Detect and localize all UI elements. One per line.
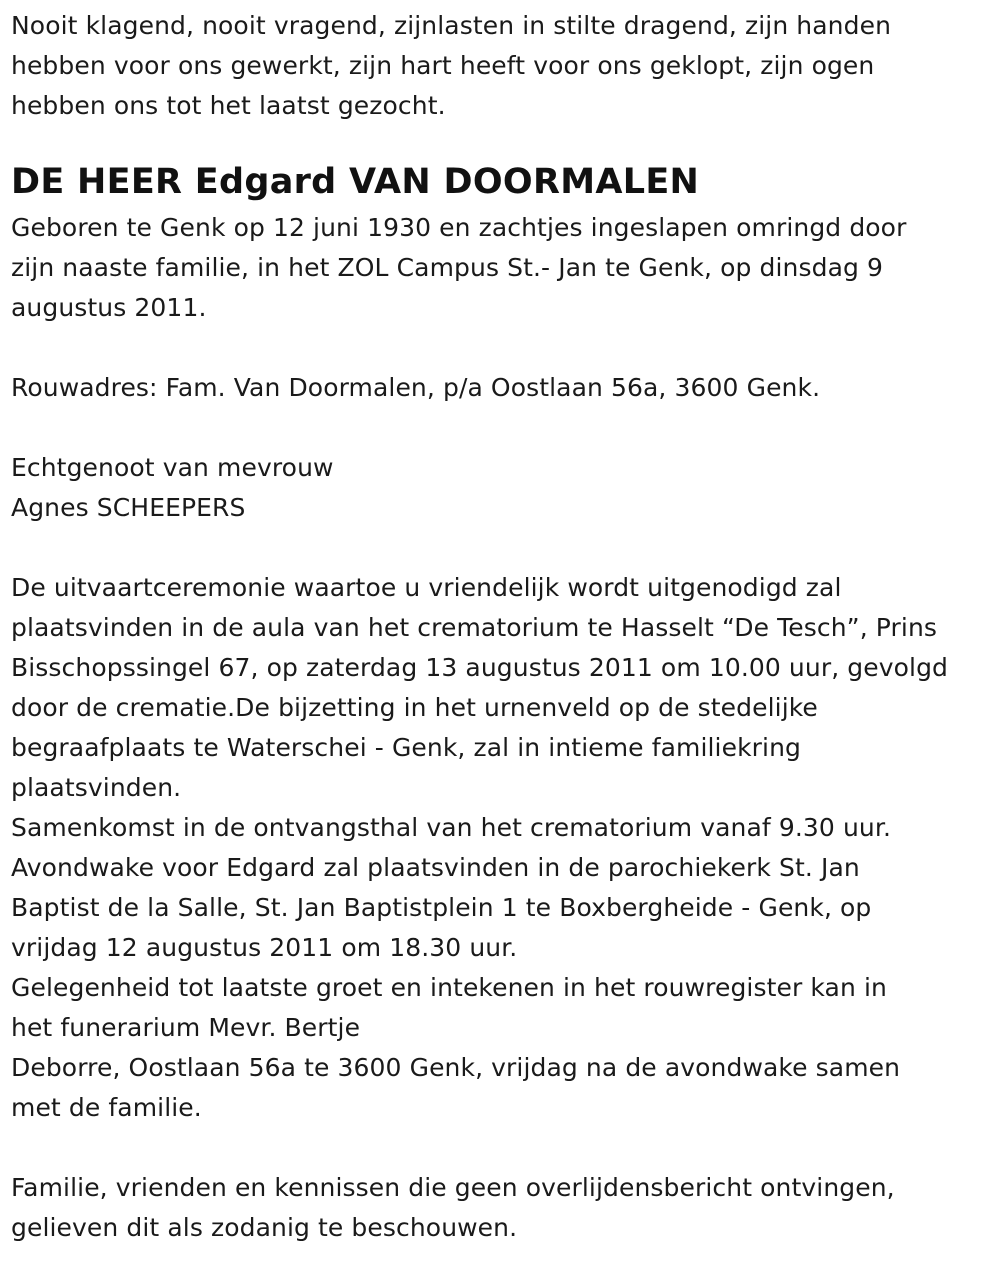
poem-line: hebben voor ons gewerkt, zijn hart heeft voor ons geklopt, zijn ogen: [11, 51, 875, 80]
closing-block: [11, 1168, 1000, 1248]
ceremony-line: Gelegenheid tot laatste groet en intekenen in het rouwregister kan in: [11, 973, 887, 1002]
spouse-name: Agnes SCHEEPERS: [11, 493, 246, 522]
birth-line: augustus 2011.: [11, 293, 207, 322]
ceremony-block: [11, 568, 1000, 1128]
ceremony-line: Samenkomst in de ontvangsthal van het crematorium vanaf 9.30 uur.: [11, 813, 891, 842]
ceremony-line: begraafplaats te Waterschei - Genk, zal in intieme familiekring: [11, 733, 802, 762]
ceremony-line: Avondwake voor Edgard zal plaatsvinden in de parochiekerk St. Jan: [11, 853, 860, 882]
birth-line: zijn naaste familie, in het ZOL Campus St.- Jan te Genk, op dinsdag 9: [11, 253, 884, 282]
closing-line: gelieven dit als zodanig te beschouwen.: [11, 1213, 518, 1242]
ceremony-line: vrijdag 12 augustus 2011 om 18.30 uur.: [11, 933, 518, 962]
poem-line: hebben ons tot het laatst gezocht.: [11, 91, 446, 120]
closing-line: Familie, vrienden en kennissen die geen overlijdensbericht ontvingen,: [11, 1173, 895, 1202]
mourning-address: Rouwadres: Fam. Van Doormalen, p/a Oostlaan 56a, 3600 Genk.: [11, 373, 821, 402]
birth-death-block: [11, 208, 1000, 328]
ceremony-line: plaatsvinden in de aula van het crematorium te Hasselt “De Tesch”, Prins: [11, 613, 938, 642]
ceremony-line: plaatsvinden.: [11, 773, 182, 802]
ceremony-line: Bisschopssingel 67, op zaterdag 13 augustus 2011 om 10.00 uur, gevolgd: [11, 653, 949, 682]
spouse-line: Echtgenoot van mevrouw: [11, 453, 334, 482]
ceremony-line: Baptist de la Salle, St. Jan Baptistplein 1 te Boxbergheide - Genk, op: [11, 893, 872, 922]
ceremony-line: door de crematie.De bijzetting in het urnenveld op de stedelijke: [11, 693, 818, 722]
spouse-block: [11, 448, 1000, 528]
ceremony-line: Deborre, Oostlaan 56a te 3600 Genk, vrijdag na de avondwake samen: [11, 1053, 901, 1082]
ceremony-line: het funerarium Mevr. Bertje: [11, 1013, 361, 1042]
poem-line: Nooit klagend, nooit vragend, zijnlasten in stilte dragend, zijn handen: [11, 11, 892, 40]
poem-block: [11, 6, 1000, 126]
ceremony-line: De uitvaartceremonie waartoe u vriendelijk wordt uitgenodigd zal: [11, 573, 842, 602]
birth-line: Geboren te Genk op 12 juni 1930 en zachtjes ingeslapen omringd door: [11, 213, 907, 242]
ceremony-line: met de familie.: [11, 1093, 202, 1122]
deceased-name-heading: DE HEER Edgard VAN DOORMALEN: [11, 162, 700, 202]
